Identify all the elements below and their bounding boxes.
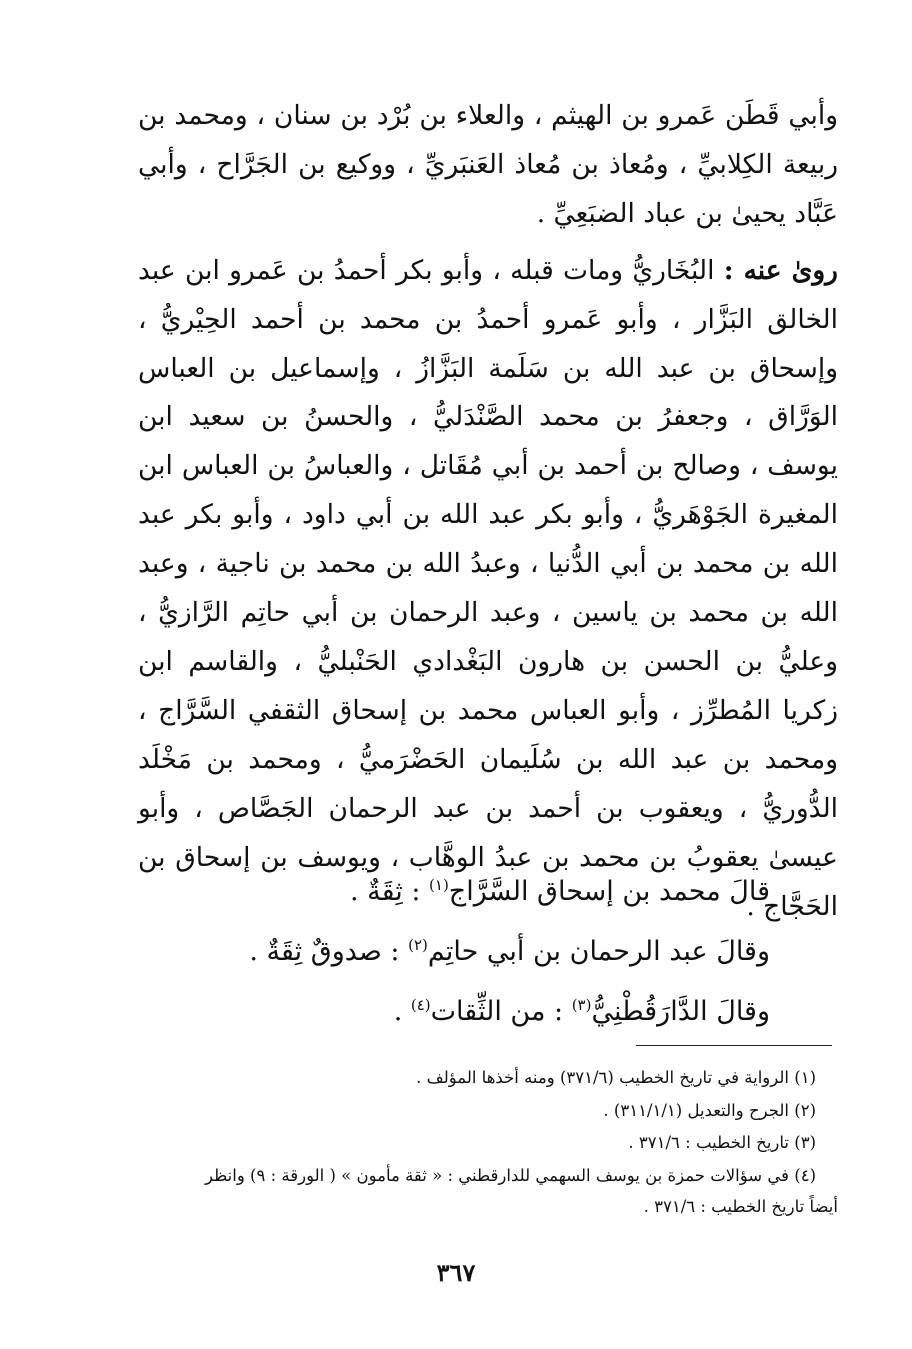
page-number: ٣٦٧ — [436, 1258, 476, 1287]
footnote-separator — [636, 1045, 832, 1046]
verdict-end: . — [393, 996, 411, 1027]
footnote-1: (١) الرواية في تاريخ الخطيب (٣٧١/٦) ومنه أخذها المؤلف . — [416, 1068, 816, 1087]
footnote-reference: (١) — [429, 876, 449, 894]
paragraph-teachers: وأبي قَطَن عَمرو بن الهيثم ، والعلاء بن بُرْد بن سنان ، ومحمد بن ربيعة الكِلابيِّ ، ومُعاذ بن مُعاذ العَنبَريِّ ، ووكيع بن الجَرَّاح ، وأبي عَبَّاد يحيىٰ بن عباد الضبَعِيِّ . — [138, 100, 838, 229]
verdict-line — [138, 922, 770, 982]
footnote-reference: (٤) — [410, 996, 431, 1014]
verdict-line — [138, 862, 770, 922]
scholar-verdicts — [138, 862, 770, 1042]
footnote-3: (٣) تاريخ الخطيب : ٣٧١/٦ . — [628, 1133, 816, 1152]
verdict-line — [138, 982, 770, 1042]
narrated-from-him-label: روىٰ عنه : — [723, 254, 838, 286]
footnotes — [138, 1062, 838, 1222]
main-text — [138, 92, 838, 931]
verdict-text: : صدوقٌ ثِقَةٌ . — [249, 936, 409, 967]
footnote-reference: (٣) — [571, 996, 592, 1014]
footnote-reference: (٢) — [408, 936, 428, 954]
verdict-text: : من الثِّقات — [430, 996, 572, 1027]
verdict-speaker: وقالَ عبد الرحمان بن أبي حاتِم — [427, 936, 770, 967]
footnote-4-continuation: أيضاً تاريخ الخطيب : ٣٧١/٦ . — [643, 1197, 838, 1216]
footnote-2: (٢) الجرح والتعديل (٣١١/١/١) . — [603, 1100, 816, 1120]
students-list: البُخَاريُّ ومات قبله ، وأبو بكر أحمدُ بن عَمرو ابن عبد الخالق البَزَّار ، وأبو عَمرو أحمدُ بن محمد بن أحمد الحِيْريُّ ، وإسحاق بن عبد الله بن سَلَمة البَزَّازُ ، وإسماعيل بن العباس الوَرَّاق ، وجعفرُ بن محمد الصَّنْدَليُّ ، والحسنُ بن سعيد ابن يوسف ، وصالح بن أحمد بن أبي مُقَاتل ، والعباسُ بن العباس ابن المغيرة الجَوْهَريُّ ، وأبو بكر عبد الله بن أبي داود ، وأبو بكر عبد الله بن محمد بن أبي الدُّنيا ، وعبدُ الله بن محمد بن ناجية ، وعبد الله بن محمد بن ياسين ، وعبد الرحمان بن أبي حاتِم الرَّازيُّ ، وعليُّ بن الحسن بن هارون البَغْدادي الحَنْبليُّ ، والقاسم ابن زكريا المُطرِّز ، وأبو العباس محمد بن إسحاق الثقفي السَّرَّاج ، ومحمد بن عبد الله بن سُلَيمان الحَضْرَميُّ ، ومحمد بن مَخْلَد الدُّوريُّ ، ويعقوب بن أحمد بن عبد الرحمان الجَصَّاص ، وأبو عيسىٰ يعقوبُ بن محمد بن عبدُ الوهَّاب ، ويوسف بن إسحاق بن الحَجَّاج . — [138, 254, 838, 922]
verdict-speaker: وقالَ الدَّارَقُطْنِيُّ — [591, 996, 770, 1027]
footnote-4: (٤) في سؤالات حمزة بن يوسف السهمي للدارقطني : « ثقة مأمون » ( الورقة : ٩) وانظر — [205, 1165, 816, 1185]
verdict-text: : ثِقَةٌ . — [349, 876, 430, 907]
paragraph-students — [138, 247, 838, 932]
verdict-speaker: قالَ محمد بن إسحاق السَّرَّاج — [448, 876, 770, 907]
